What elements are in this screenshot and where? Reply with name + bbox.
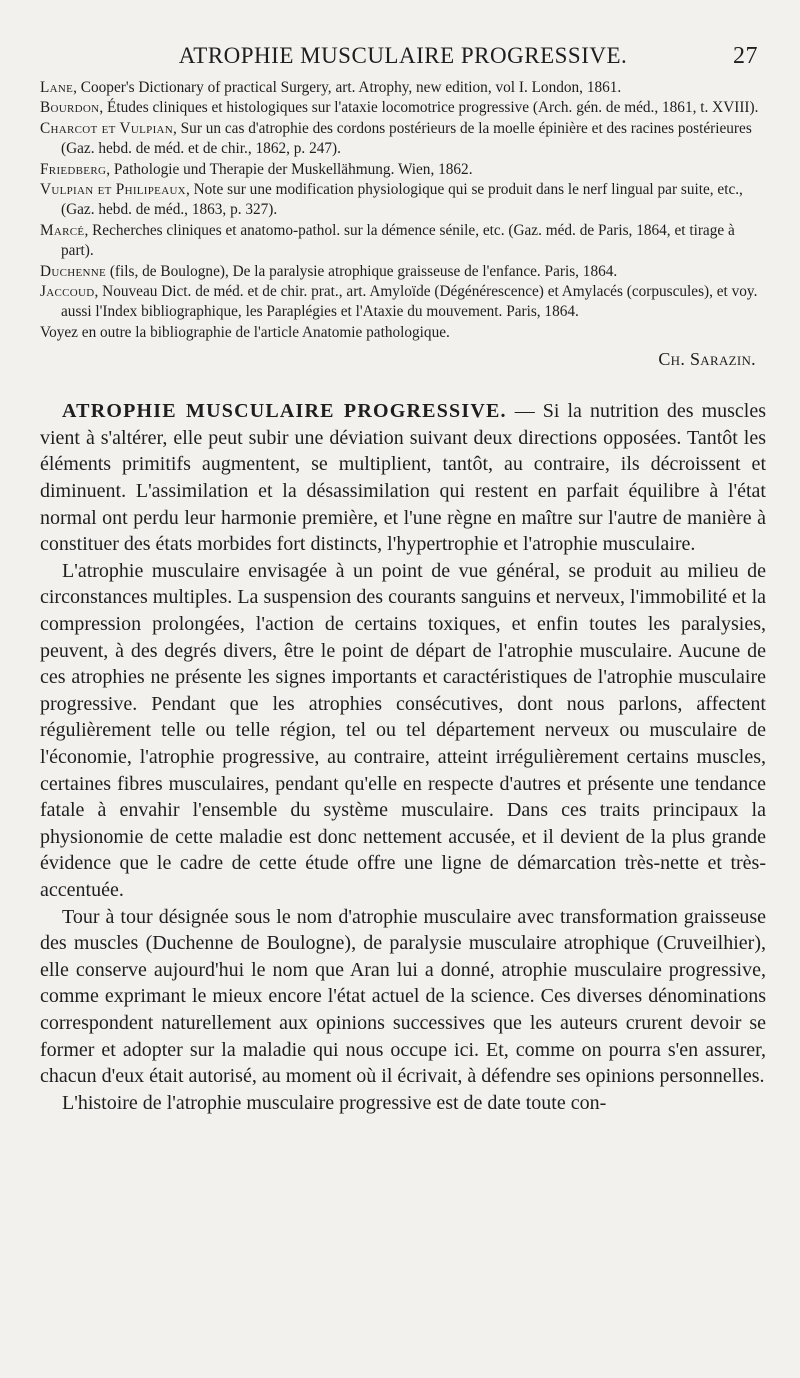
bib-text: , Études cliniques et histologiques sur l'ataxie locomotrice progressive (Arch. gén. de méd., 1861, t. XVIII).: [99, 99, 759, 117]
bib-author: Duchenne: [40, 262, 106, 280]
bib-entry: [40, 323, 766, 343]
author-signature: Ch. Sarazin.: [658, 349, 756, 370]
bib-entry: [40, 119, 766, 160]
article-paragraph: L'atrophie musculaire envisagée à un point de vue général, se produit au milieu de circonstances multiples. La suspension des courants sanguins et nerveux, l'immobilité et la compression prolongées, l'action de certains toxiques, et enfin toutes les paralysies, peuvent, à des degrés divers, être le point de départ de l'atrophie musculaire. Aucune de ces atrophies ne présente les signes importants et caractéristiques de l'atrophie musculaire progressive. Pendant que les atrophies consécutives, dont nous parlons, affectent régulièrement telle ou telle région, tel ou tel département nerveux ou musculaire de l'économie, l'atrophie progressive, au contraire, atteint irrégulièrement certains muscles, certaines fibres musculaires, pendant qu'elle en respecte d'autres et présente une tendance fatale à envahir l'ensemble du système musculaire. Dans ces traits principaux la physionomie de cette maladie est donc nettement accusée, et il devient de la plus grande évidence que le cadre de cette étude offre une ligne de démarcation très-nette et très-accentuée.: [40, 559, 766, 901]
bib-text: Voyez en outre la bibliographie de l'article Anatomie pathologique.: [40, 323, 450, 341]
bib-entry: [40, 262, 766, 282]
article-body: [40, 398, 766, 1116]
bib-entry: [40, 98, 766, 118]
bib-entry: [40, 221, 766, 262]
bib-author: Jaccoud: [40, 283, 95, 301]
bib-text: , Recherches cliniques et anatomo-pathol. sur la démence sénile, etc. (Gaz. méd. de Paris, 1864, et tirage à part).: [61, 221, 735, 260]
article-title: ATROPHIE MUSCULAIRE PROGRESSIVE.: [62, 400, 507, 423]
bib-author: Charcot et Vulpian: [40, 119, 174, 137]
title-dash: —: [506, 400, 543, 423]
bib-text: , Cooper's Dictionary of practical Surgery, art. Atrophy, new edition, vol I. London, 1861.: [73, 79, 622, 96]
bib-author: Bourdon: [40, 99, 100, 117]
bib-text: (fils, de Boulogne), De la paralysie atrophique graisseuse de l'enfance. Paris, 1864.: [106, 262, 618, 280]
bib-author: Lane: [40, 79, 74, 96]
paragraph-text: Si la nutrition des muscles vient à s'altérer, elle peut subir une déviation suivant deux directions opposées. Tantôt les éléments primitifs augmentent, se multiplient, tantôt, au contraire, ils décroissent et diminuent. L'assimilation et la désassimilation qui restent en parfait équilibre à l'état normal ont perdu leur harmonie première, et l'une règne en maître sur l'autre de manière à constituer des états morbides fort distincts, l'hypertrophie et l'atrophie musculaire.: [40, 400, 766, 556]
bib-author: Vulpian et Philipeaux: [40, 181, 186, 199]
bib-entry: [40, 282, 766, 323]
article-paragraph: [40, 398, 766, 558]
running-head: [40, 40, 766, 72]
bib-text: , Note sur une modification physiologique qui se produit dans le nerf lingual par suite, etc., (Gaz. hebd. de méd., 1863, p. 327).: [61, 181, 743, 219]
bib-text: , Nouveau Dict. de méd. et de chir. prat., art. Amyloïde (Dégénérescence) et Amylacés (corpuscules), et voy. aussi l'Index bibliographique, les Paraplégies et l'Ataxie du mouvement. Paris, 1864.: [61, 283, 758, 321]
bib-text: , Pathologie und Therapie der Muskellähmung. Wien, 1862.: [106, 160, 473, 178]
bib-text: , Sur un cas d'atrophie des cordons postérieurs de la moelle épinière et des racines postérieures (Gaz. hebd. de méd. et de chir., 1862, p. 247).: [61, 119, 752, 158]
running-title: ATROPHIE MUSCULAIRE PROGRESSIVE.: [178, 43, 628, 68]
bibliography: [40, 78, 766, 343]
article-paragraph: Tour à tour désignée sous le nom d'atrophie musculaire avec transformation graisseuse des muscles (Duchenne de Boulogne), de paralysie musculaire atrophique (Cruveilhier), elle conserve aujourd'hui le nom que Aran lui a donné, atrophie musculaire progressive, comme exprimant le mieux encore l'état actuel de la science. Ces diverses dénominations correspondent naturellement aux opinions successives que les auteurs crurent devoir se former et adopter sur la maladie qui nous occupe ici. Et, comme on pourra s'en assurer, chacun d'eux était autorisé, au moment où il écrivait, à défendre ses opinions personnelles.: [40, 905, 766, 1088]
bib-entry: [40, 78, 766, 98]
bib-author: Marcé: [40, 221, 85, 239]
bib-entry: [40, 180, 766, 221]
bib-entry: [40, 160, 766, 180]
page-number: 27: [733, 43, 758, 69]
bib-author: Friedberg: [40, 160, 107, 178]
article-paragraph: L'histoire de l'atrophie musculaire progressive est de date toute con-: [62, 1091, 607, 1114]
